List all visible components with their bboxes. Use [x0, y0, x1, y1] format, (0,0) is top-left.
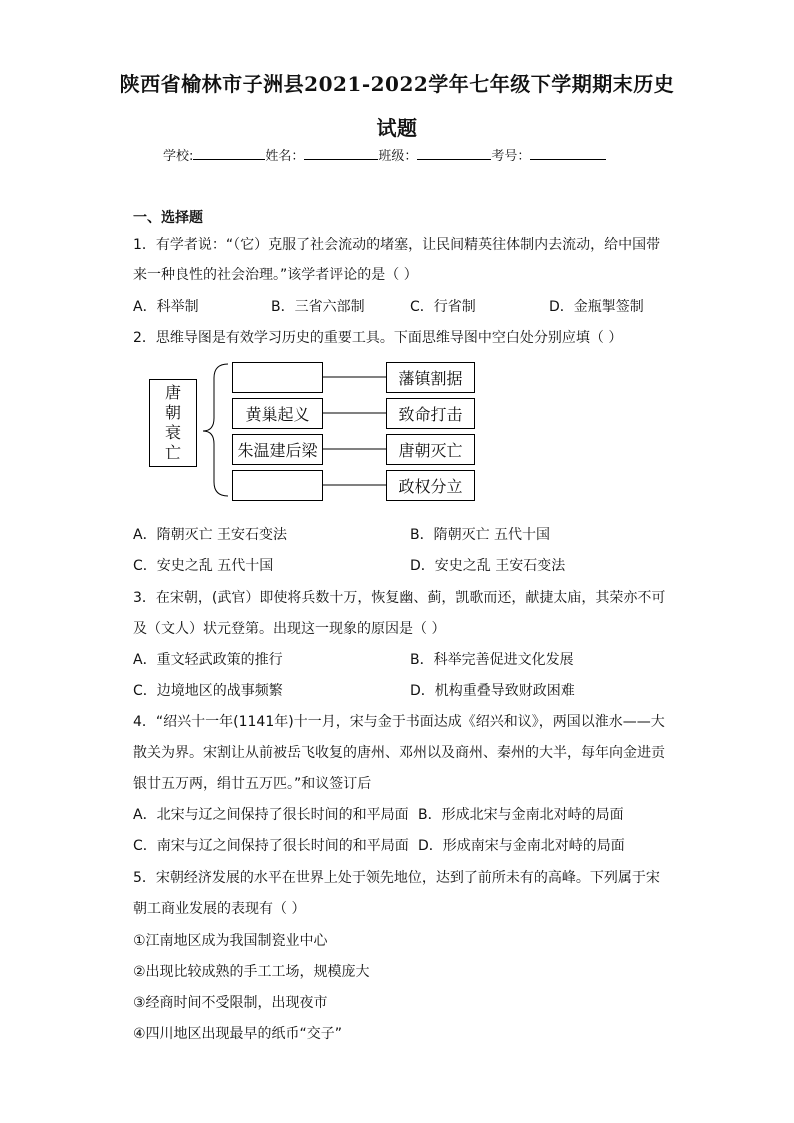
q1-option-b[interactable]: B．三省六部制 [271, 299, 365, 315]
class-label: 班级： [378, 149, 418, 164]
q1-stem-line2: 来一种良性的社会治理。”该学者评论的是（ ） [133, 267, 418, 283]
mind-map-right-box-1: 藩镇割据 [386, 362, 475, 393]
q2-stem-line1: 2．思维导图是有效学习历史的重要工具。下面思维导图中空白处分别应填（ ） [133, 330, 623, 346]
name-label: 姓名： [265, 149, 305, 164]
mind-map-left-box-1 [232, 362, 323, 393]
mind-map-right-box-3: 唐朝灭亡 [386, 434, 475, 465]
section-heading: 一、选择题 [133, 210, 203, 226]
q4-option-c[interactable]: C．南宋与辽之间保持了很长时间的和平局面 [133, 838, 409, 854]
mind-map-left-box-2: 黄巢起义 [232, 398, 323, 429]
q3-stem-line1: 3．在宋朝，(武官）即使将兵数十万，恢复幽、蓟，凯歌而还，献捷太庙，其荣亦不可 [133, 590, 666, 606]
mind-map [140, 356, 490, 506]
q4-stem-line1: 4．“绍兴十一年(1141年)十一月，宋与金于书面达成《绍兴和议》，两国以淮水——大 [133, 714, 665, 730]
root-char-4: 亡 [164, 443, 181, 462]
q3-stem-line2: 及（文人）状元登第。出现这一现象的原因是（ ） [133, 621, 446, 637]
exam-title-line2: 试题 [376, 116, 418, 140]
q4-option-d[interactable]: D．形成南宋与金南北对峙的局面 [418, 838, 625, 854]
mind-map-root [149, 379, 197, 467]
q4-stem-line3: 银廿五万两，绢廿五万匹。”和议签订后 [133, 776, 372, 792]
q5-item-1: ①江南地区成为我国制瓷业中心 [133, 933, 328, 949]
exam-title-line1: 陕西省榆林市子洲县2021-2022学年七年级下学期期末历史 [119, 72, 675, 96]
root-char-2: 朝 [164, 403, 181, 422]
q5-stem-line1: 5．宋朝经济发展的水平在世界上处于领先地位，达到了前所未有的高峰。下列属于宋 [133, 870, 660, 886]
root-char-1: 唐 [164, 383, 181, 402]
name-blank[interactable] [304, 147, 378, 160]
school-label: 学校: [163, 149, 194, 164]
q1-option-d[interactable]: D．金瓶掣签制 [549, 299, 644, 315]
root-char-3: 衰 [164, 423, 181, 442]
q2-option-c[interactable]: C．安史之乱 五代十国 [133, 558, 274, 574]
class-blank[interactable] [417, 147, 491, 160]
q5-item-3: ③经商时间不受限制，出现夜市 [133, 995, 328, 1011]
q2-option-b[interactable]: B．隋朝灭亡 五代十国 [410, 527, 551, 543]
mind-map-left-box-3: 朱温建后梁 [232, 434, 323, 465]
q1-option-a[interactable]: A．科举制 [133, 299, 199, 315]
school-blank[interactable] [193, 147, 265, 160]
q2-option-a[interactable]: A．隋朝灭亡 王安石变法 [133, 527, 288, 543]
q3-option-c[interactable]: C．边境地区的战事频繁 [133, 683, 283, 699]
q5-item-2: ②出现比较成熟的手工工场，规模庞大 [133, 964, 370, 980]
q4-stem-line2: 散关为界。宋割让从前被岳飞收复的唐州、邓州以及商州、秦州的大半，每年向金进贡 [133, 745, 665, 761]
q3-option-b[interactable]: B．科举完善促进文化发展 [410, 652, 574, 668]
q4-option-a[interactable]: A．北宋与辽之间保持了很长时间的和平局面 [133, 807, 409, 823]
q3-option-a[interactable]: A．重文轻武政策的推行 [133, 652, 283, 668]
student-info-row [163, 145, 606, 164]
q1-option-c[interactable]: C．行省制 [410, 299, 476, 315]
mind-map-left-box-4 [232, 470, 323, 501]
q5-stem-line2: 朝工商业发展的表现有（ ） [133, 901, 306, 917]
number-blank[interactable] [530, 147, 606, 160]
brace-shape [203, 364, 228, 496]
mind-map-right-box-4: 政权分立 [386, 470, 475, 501]
q5-item-4: ④四川地区出现最早的纸币“交子” [133, 1026, 343, 1042]
q2-option-d[interactable]: D．安史之乱 王安石变法 [410, 558, 566, 574]
q1-stem-line1: 1．有学者说：“（它）克服了社会流动的堵塞，让民间精英往体制内去流动，给中国带 [133, 237, 661, 253]
q4-option-b[interactable]: B．形成北宋与金南北对峙的局面 [418, 807, 624, 823]
q3-option-d[interactable]: D．机构重叠导致财政困难 [410, 683, 575, 699]
number-label: 考号： [491, 149, 531, 164]
mind-map-right-box-2: 致命打击 [386, 398, 475, 429]
